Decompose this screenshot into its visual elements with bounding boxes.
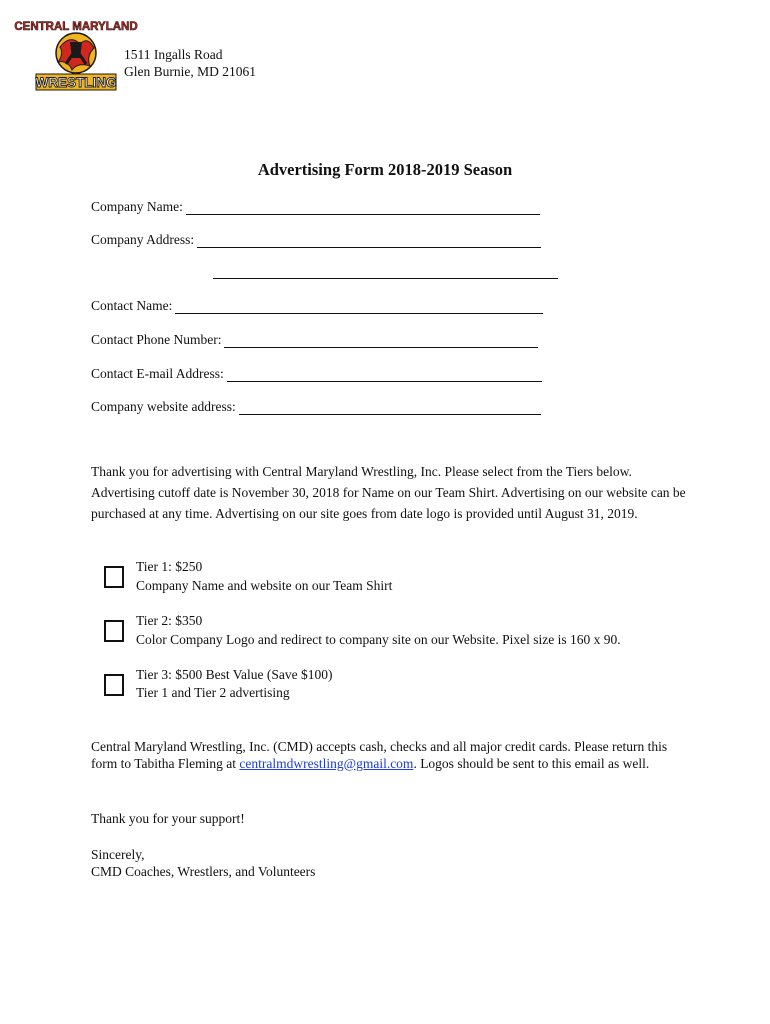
contact-name-line[interactable]: [175, 301, 543, 314]
company-website-line[interactable]: [239, 402, 541, 415]
contact-email-field: [91, 366, 542, 382]
contact-email-link[interactable]: centralmdwrestling@gmail.com: [239, 756, 414, 771]
contact-email-line[interactable]: [227, 369, 542, 382]
payment-paragraph: [91, 738, 691, 772]
thanks-text: Thank you for your support!: [91, 811, 245, 826]
company-website-field: [91, 399, 541, 415]
payment-text-after: . Logos should be sent to this email as well.: [413, 756, 650, 771]
company-address-line-1[interactable]: [197, 235, 541, 248]
page-title: Advertising Form 2018-2019 Season: [257, 160, 513, 179]
company-address-label: Company Address:: [91, 232, 195, 247]
signature-text: CMD Coaches, Wrestlers, and Volunteers: [91, 864, 316, 879]
tier-1-description: Company Name and website on our Team Shirt: [136, 578, 393, 593]
contact-phone-line[interactable]: [224, 335, 538, 348]
company-name-line[interactable]: [186, 202, 540, 215]
tier-3-title: Tier 3: $500 Best Value (Save $100): [136, 667, 333, 682]
company-address-field: [91, 232, 541, 248]
contact-name-field: [91, 298, 543, 314]
company-website-label: Company website address:: [91, 399, 236, 414]
contact-name-label: Contact Name:: [91, 298, 173, 313]
contact-phone-field: [91, 332, 538, 348]
tier-2-checkbox[interactable]: [104, 620, 124, 642]
company-address-line-2[interactable]: [213, 266, 558, 279]
company-name-label: Company Name:: [91, 199, 183, 214]
closing-text: Sincerely,: [91, 847, 145, 862]
address-line-2: Glen Burnie, MD 21061: [124, 64, 256, 79]
contact-phone-label: Contact Phone Number:: [91, 332, 222, 347]
logo-bottom-text: WRESTLING: [35, 75, 117, 90]
logo-top-text: CENTRAL MARYLAND: [14, 21, 138, 33]
contact-email-label: Contact E-mail Address:: [91, 366, 224, 381]
central-maryland-wrestling-logo: [14, 12, 138, 92]
tier-1-checkbox[interactable]: [104, 566, 124, 588]
tier-2-description: Color Company Logo and redirect to company site on our Website. Pixel size is 160 x 90.: [136, 632, 621, 647]
tier-1-title: Tier 1: $250: [136, 559, 203, 574]
payment-text-before: Central Maryland Wrestling, Inc. (CMD) accepts cash, checks and all major credit cards. Please return this form to Tabitha Fleming at: [91, 739, 668, 771]
intro-paragraph: Thank you for advertising with Central Maryland Wrestling, Inc. Please select from the Tiers below. Advertising cutoff date is November 30, 2018 for Name on our Team Shirt. Advertising on our website can be purchased at any time. Advertising on our site goes from date logo is provided until August 31, 2019.: [91, 464, 686, 521]
tier-3-description: Tier 1 and Tier 2 advertising: [136, 685, 290, 700]
tier-2-title: Tier 2: $350: [136, 613, 203, 628]
company-name-field: [91, 199, 540, 215]
address-line-1: 1511 Ingalls Road: [124, 47, 223, 62]
tier-3-checkbox[interactable]: [104, 674, 124, 696]
